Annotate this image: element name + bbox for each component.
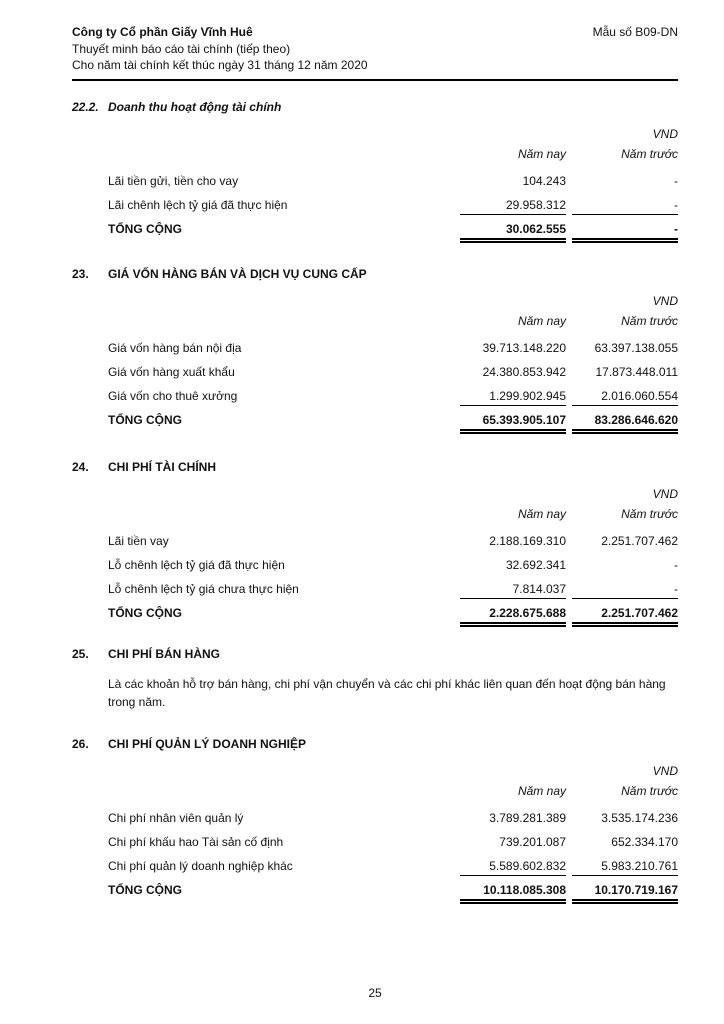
- column-header-current-year: Năm nay: [517, 146, 566, 161]
- total-value-prior: 83.286.646.620: [572, 413, 678, 434]
- admin-expense-table: [108, 764, 678, 904]
- column-header-prior-year: Năm trước: [621, 783, 678, 798]
- column-header-current-year: Năm nay: [517, 506, 566, 521]
- column-headers: [108, 784, 678, 798]
- page-number: 25: [368, 986, 382, 1000]
- total-row: [108, 413, 678, 434]
- section-paragraph: Là các khoản hỗ trợ bán hàng, chi phí vận chuyển và các chi phí khác liên quan đến hoạt động bán hàng trong năm.: [108, 676, 666, 709]
- column-spacer: [108, 314, 460, 328]
- page-content: [72, 24, 678, 904]
- row-label: Giá vốn hàng xuất khẩu: [108, 364, 235, 379]
- financial-revenue-table: [108, 127, 678, 243]
- total-row: [108, 883, 678, 904]
- total-row: [108, 606, 678, 627]
- section-heading: [72, 267, 678, 281]
- table-row: [108, 389, 678, 406]
- section-title: GIÁ VỐN HÀNG BÁN VÀ DỊCH VỤ CUNG CẤP: [108, 266, 367, 281]
- table-row: [108, 582, 678, 599]
- row-label: Chi phí nhân viên quản lý: [108, 810, 244, 825]
- row-label: Lãi tiền gửi, tiền cho vay: [108, 173, 239, 188]
- section-title: CHI PHÍ TÀI CHÍNH: [108, 459, 216, 474]
- financial-expense-table: [108, 487, 678, 627]
- total-value-current: 10.118.085.308: [460, 883, 566, 904]
- column-spacer: [108, 507, 460, 521]
- total-label: TỔNG CỘNG: [108, 412, 182, 427]
- currency-label: VND: [652, 486, 678, 501]
- row-label: Giá vốn hàng bán nội địa: [108, 340, 242, 355]
- row-value-current: 739.201.087: [499, 834, 566, 849]
- row-label: Lỗ chênh lệch tỷ giá chưa thực hiện: [108, 581, 299, 596]
- section-title: Doanh thu hoạt động tài chính: [108, 99, 282, 114]
- total-value-current: 65.393.905.107: [460, 413, 566, 434]
- report-title: Thuyết minh báo cáo tài chính (tiếp theo): [72, 41, 291, 56]
- section-title: CHI PHÍ BÁN HÀNG: [108, 646, 221, 661]
- column-header-prior-year: Năm trước: [621, 313, 678, 328]
- section-26: [72, 737, 678, 904]
- currency-label: VND: [652, 293, 678, 308]
- column-header-current-year: Năm nay: [517, 783, 566, 798]
- header-left: [72, 24, 492, 74]
- column-spacer: [108, 147, 460, 161]
- row-value-prior: 17.873.448.011: [595, 364, 678, 379]
- total-value-prior: 10.170.719.167: [572, 883, 678, 904]
- table-row: [108, 859, 678, 876]
- total-label: TỔNG CỘNG: [108, 605, 182, 620]
- table-row: [108, 835, 678, 851]
- table-row: [108, 534, 678, 550]
- column-headers: [108, 314, 678, 328]
- row-value-current: 7.814.037: [460, 582, 566, 599]
- section-title: CHI PHÍ QUẢN LÝ DOANH NGHIỆP: [108, 736, 307, 751]
- row-label: Lãi chênh lệch tỷ giá đã thực hiện: [108, 197, 288, 212]
- column-header-prior-year: Năm trước: [621, 506, 678, 521]
- table-row: [108, 365, 678, 381]
- total-value-prior: -: [572, 222, 678, 243]
- section-number: 24.: [72, 459, 89, 474]
- total-value-prior: 2.251.707.462: [572, 606, 678, 627]
- total-value-current: 30.062.555: [460, 222, 566, 243]
- company-name: Công ty Cổ phần Giấy Vĩnh Huê: [72, 25, 253, 39]
- section-heading: [72, 647, 678, 661]
- table-row: [108, 174, 678, 190]
- total-value-current: 2.228.675.688: [460, 606, 566, 627]
- row-value-prior: -: [572, 198, 678, 215]
- column-spacer: [108, 784, 460, 798]
- table-row: [108, 341, 678, 357]
- form-number: Mẫu số B09-DN: [592, 25, 678, 39]
- row-value-prior: 2.016.060.554: [572, 389, 678, 406]
- row-value-current: 104.243: [522, 173, 566, 188]
- column-header-prior-year: Năm trước: [621, 146, 678, 161]
- section-23: [72, 267, 678, 434]
- row-label: Lỗ chênh lệch tỷ giá đã thực hiện: [108, 557, 285, 572]
- section-number: 22.2.: [72, 99, 99, 114]
- total-label: TỔNG CỘNG: [108, 221, 182, 236]
- table-row: [108, 198, 678, 215]
- row-value-prior: 63.397.138.055: [594, 340, 678, 355]
- column-headers: [108, 147, 678, 161]
- section-number: 26.: [72, 736, 89, 751]
- section-heading: [72, 737, 678, 751]
- row-value-current: 5.589.602.832: [460, 859, 566, 876]
- row-value-prior: 2.251.707.462: [601, 533, 678, 548]
- column-headers: [108, 507, 678, 521]
- row-value-prior: -: [674, 173, 678, 188]
- row-value-prior: 652.334.170: [611, 834, 678, 849]
- row-value-current: 2.188.169.310: [489, 533, 566, 548]
- row-value-prior: -: [572, 582, 678, 599]
- total-label: TỔNG CỘNG: [108, 882, 182, 897]
- section-25: [72, 647, 678, 712]
- section-22-2: [72, 100, 678, 243]
- fiscal-period: Cho năm tài chính kết thúc ngày 31 tháng 12 năm 2020: [72, 58, 368, 72]
- section-number: 25.: [72, 646, 89, 661]
- column-header-current-year: Năm nay: [517, 313, 566, 328]
- currency-label: VND: [652, 126, 678, 141]
- row-value-current: 32.692.341: [505, 557, 566, 572]
- row-value-current: 3.789.281.389: [489, 810, 566, 825]
- row-value-current: 29.958.312: [460, 198, 566, 215]
- row-label: Lãi tiền vay: [108, 533, 169, 548]
- section-24: [72, 460, 678, 627]
- row-value-prior: 5.983.210.761: [572, 859, 678, 876]
- section-heading: [72, 460, 678, 474]
- section-heading: [72, 100, 678, 114]
- total-row: [108, 222, 678, 243]
- row-label: Chi phí khấu hao Tài sản cố định: [108, 834, 284, 849]
- row-value-current: 1.299.902.945: [460, 389, 566, 406]
- page-footer: [72, 986, 678, 1000]
- currency-label: VND: [652, 763, 678, 778]
- table-row: [108, 558, 678, 574]
- table-row: [108, 811, 678, 827]
- row-label: Giá vốn cho thuê xưởng: [108, 388, 238, 403]
- section-number: 23.: [72, 266, 89, 281]
- row-value-current: 39.713.148.220: [482, 340, 566, 355]
- row-label: Chi phí quản lý doanh nghiệp khác: [108, 858, 293, 873]
- document-header: [72, 24, 678, 81]
- row-value-prior: -: [674, 557, 678, 572]
- cost-of-goods-table: [108, 294, 678, 434]
- row-value-prior: 3.535.174.236: [601, 810, 678, 825]
- row-value-current: 24.380.853.942: [482, 364, 566, 379]
